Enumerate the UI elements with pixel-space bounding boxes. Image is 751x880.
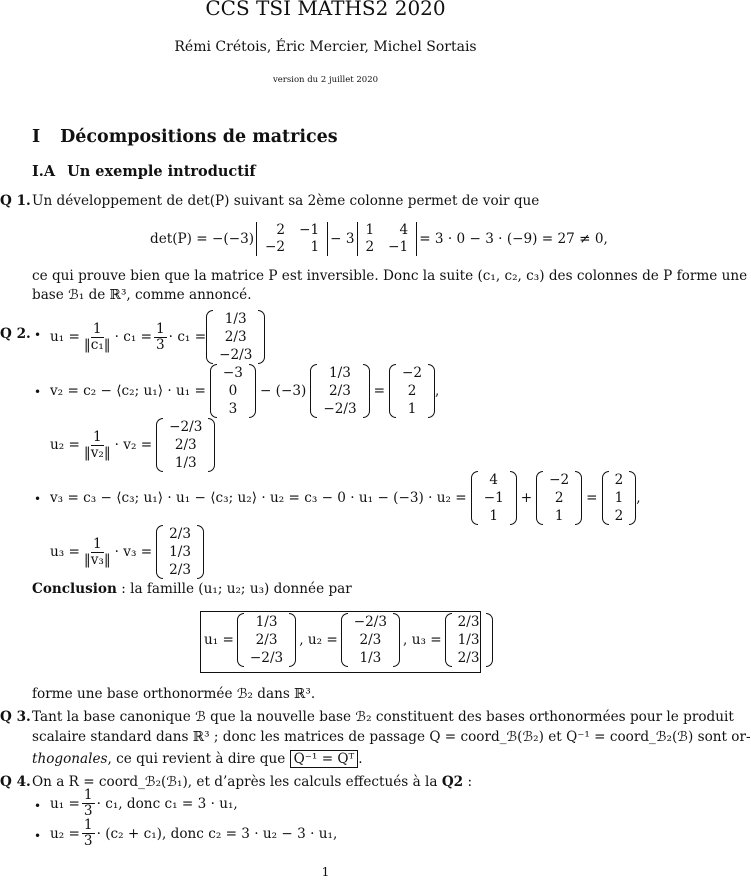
q4-b1-rhs: · c₁, donc c₁ = 3 · u₁,: [96, 795, 238, 812]
q1-det-matrix-b: [357, 222, 418, 256]
box-u3-label: , u₃ =: [403, 632, 442, 648]
column-vector: [237, 613, 296, 667]
q2-v3-equation: [50, 471, 641, 525]
vector-entry: 2: [554, 490, 564, 506]
fraction-denominator: 3: [156, 336, 165, 353]
q2-u3-equation: [50, 525, 204, 579]
q2-u3-mid: · v₃ =: [114, 544, 153, 560]
box-u1-label: u₁ =: [204, 632, 234, 648]
column-vector: [210, 364, 256, 418]
bullet-icon: •: [34, 799, 42, 813]
vector-entry: −2: [402, 365, 423, 381]
q2-boxed-basis: [204, 613, 493, 667]
section-heading: [32, 127, 338, 147]
bullet-icon: •: [34, 385, 42, 399]
vector-entry: −2: [549, 472, 570, 488]
q1-text-line-2: base ℬ₁ de ℝ³, comme annoncé.: [32, 287, 252, 303]
q2-final: forme une base orthonormée ℬ₂ dans ℝ³.: [32, 686, 316, 702]
document-title: CCS TSI MATHS2 2020: [205, 0, 446, 20]
q4-bullet-1: [50, 788, 238, 819]
q4-ref: Q2: [441, 774, 464, 790]
box-u2-label: , u₂ =: [299, 632, 338, 648]
subsection-title: Un exemple introductif: [67, 163, 256, 180]
q2-v2-lhs: v₂ = c₂ − ⟨c₂; u₁⟩ · u₁ =: [50, 383, 206, 399]
vector-entry: 2/3: [224, 329, 247, 345]
q2-v2-mid: − (−3): [259, 383, 307, 399]
document-version: version du 2 juillet 2020: [272, 75, 379, 85]
q1-det-lhs: det(P) = −(−3): [150, 231, 255, 247]
page-number: 1: [321, 864, 330, 879]
punctuation: ,: [636, 490, 641, 506]
q2-u1-mid: · c₁ =: [114, 329, 153, 345]
vector-entry: 1: [554, 508, 564, 524]
fraction-numerator: 1: [92, 320, 102, 337]
vector-entry: −2/3: [169, 419, 203, 435]
q2-u1-mid2: · c₁ =: [168, 329, 207, 345]
q1-det-rhs: = 3 · 0 − 3 · (−9) = 27 ≠ 0,: [419, 231, 608, 247]
fraction: [82, 430, 113, 461]
q1-text-line-1: ce qui prouve bien que la matrice P est inversible. Donc la suite (c₁, c₂, c₃) des colonnes de P forme une: [32, 268, 748, 284]
vector-entry: 2/3: [174, 437, 197, 453]
section-title: Décompositions de matrices: [60, 127, 338, 147]
fraction: [82, 322, 113, 353]
subsection-number: I.A: [32, 163, 56, 180]
vector-entry: 0: [228, 383, 238, 399]
vector-entry: 2/3: [255, 632, 278, 648]
fraction: [82, 537, 113, 568]
matrix-entry: 4: [399, 222, 409, 238]
punctuation: :: [463, 774, 473, 790]
vector-entry: 1/3: [329, 365, 351, 381]
punctuation: .: [358, 751, 363, 767]
vector-entry: 2/3: [457, 650, 480, 666]
punctuation: ,: [435, 383, 440, 399]
q2-u1-equation: [50, 310, 265, 364]
fraction-numerator: 1: [92, 535, 102, 552]
column-vector: [536, 471, 582, 525]
matrix-entry: −1: [388, 239, 409, 255]
matrix-entry: 1: [365, 222, 375, 238]
fraction-denominator: ‖c₁‖: [83, 336, 111, 353]
bullet-icon: •: [34, 328, 42, 342]
vector-entry: 2/3: [169, 562, 192, 578]
q2-u3-lhs: u₃ =: [50, 544, 80, 560]
q4-b2-rhs: · (c₂ + c₁), donc c₂ = 3 · u₂ − 3 · u₁,: [96, 825, 338, 842]
q2-u2-mid: · v₂ =: [114, 437, 153, 453]
fraction-numerator: 1: [156, 320, 165, 337]
fraction: [82, 788, 95, 819]
column-vector: [341, 613, 400, 667]
q1-intro: Un développement de det(P) suivant sa 2ème colonne permet de voir que: [32, 193, 540, 209]
section-number: I: [32, 127, 41, 147]
vector-entry: 4: [489, 472, 499, 488]
conclusion-text: : la famille (u₁; u₂; u₃) donnée par: [116, 581, 352, 597]
vector-entry: 1/3: [255, 614, 278, 630]
q2-v2-equation: [50, 364, 439, 418]
question-label-q4: Q 4.: [0, 774, 31, 790]
matrix-entry: 2: [276, 222, 286, 238]
vector-entry: 1: [407, 401, 417, 417]
column-vector: [156, 418, 215, 472]
column-vector: [602, 471, 637, 525]
plus-sign: +: [520, 490, 533, 506]
q4-bullet-2: [50, 818, 337, 849]
equals-sign: =: [373, 383, 385, 399]
q2-u2-equation: [50, 418, 215, 472]
fraction: [154, 322, 167, 353]
q3-line-3: [32, 751, 363, 767]
vector-entry: 1/3: [359, 650, 382, 666]
vector-entry: 1/3: [457, 632, 480, 648]
matrix-entry: 2: [365, 239, 375, 255]
q2-u2-lhs: u₂ =: [50, 437, 80, 453]
q4-b1-lhs: u₁ =: [50, 795, 80, 812]
fraction-numerator: 1: [83, 817, 93, 833]
vector-entry: −3: [222, 365, 243, 381]
equals-sign: =: [586, 490, 598, 506]
vector-entry: −2/3: [353, 614, 388, 630]
vector-entry: 2: [614, 472, 624, 488]
vector-entry: 3: [228, 401, 238, 417]
fraction-denominator: 3: [83, 833, 93, 849]
vector-entry: 2: [407, 383, 417, 399]
column-vector: [310, 364, 369, 418]
matrix-entry: −1: [299, 222, 320, 238]
q4-text: On a R = coord_ℬ₂(ℬ₁), et d’après les calculs effectués à la: [32, 774, 442, 790]
vector-entry: 1/3: [224, 311, 247, 327]
fraction-numerator: 1: [83, 787, 93, 803]
q2-u1-lhs: u₁ =: [50, 329, 80, 345]
q3-line-1: Tant la base canonique ℬ que la nouvelle base ℬ₂ constituent des bases orthonormées pour le produit: [32, 709, 734, 725]
q3-text: , ce qui revient à dire que: [107, 751, 286, 767]
matrix-entry: 1: [310, 239, 320, 255]
matrix-entry: −2: [265, 239, 286, 255]
q1-det-matrix-a: [256, 222, 328, 256]
question-label-q3: Q 3.: [0, 709, 31, 725]
subsection-heading: [32, 163, 256, 180]
q1-determinant-equation: [150, 222, 608, 256]
vector-entry: −2/3: [219, 347, 253, 363]
column-vector: [156, 525, 204, 579]
vector-entry: −2/3: [323, 401, 357, 417]
vector-entry: 1/3: [169, 544, 192, 560]
question-label-q2: Q 2.: [0, 326, 31, 342]
bullet-icon: •: [34, 829, 42, 843]
q2-v3-lhs: v₃ = c₃ − ⟨c₃; u₁⟩ · u₁ − ⟨c₃; u₂⟩ · u₂ = c₃ − 0 · u₁ − (−3) · u₂ =: [50, 490, 467, 506]
fraction-denominator: ‖v₃‖: [83, 551, 111, 568]
vector-entry: −1: [483, 490, 504, 506]
vector-entry: 2/3: [329, 383, 351, 399]
fraction: [82, 818, 95, 849]
column-vector: [389, 364, 435, 418]
fraction-denominator: 3: [83, 803, 93, 819]
q3-line-2: scalaire standard dans ℝ³ ; donc les matrices de passage Q = coord_ℬ(ℬ₂) et Q⁻¹ = coord_ℬ₂(ℬ) sont or-: [32, 729, 751, 745]
vector-entry: 2/3: [169, 526, 192, 542]
document-authors: Rémi Crétois, Éric Mercier, Michel Sortais: [174, 39, 477, 55]
vector-entry: 1: [489, 508, 499, 524]
vector-entry: 2/3: [359, 632, 382, 648]
fraction-numerator: 1: [92, 428, 102, 445]
q4-b2-lhs: u₂ =: [50, 825, 80, 842]
q3-orthogonal-word: thogonales: [32, 751, 108, 767]
vector-entry: 1: [614, 490, 624, 506]
conclusion-label: Conclusion: [32, 581, 117, 597]
q2-conclusion: [32, 581, 352, 597]
fraction-denominator: ‖v₂‖: [83, 444, 111, 461]
column-vector: [445, 613, 493, 667]
vector-entry: 2: [614, 508, 624, 524]
column-vector: [471, 471, 517, 525]
q1-det-mid: − 3: [330, 231, 355, 247]
vector-entry: −2/3: [249, 650, 284, 666]
vector-entry: 1/3: [174, 455, 197, 471]
q3-boxed-result: Q⁻¹ = Qᵀ: [290, 750, 359, 768]
bullet-icon: •: [34, 492, 42, 506]
vector-entry: 2/3: [457, 614, 480, 630]
column-vector: [206, 310, 265, 364]
question-label-q1: Q 1.: [0, 193, 31, 209]
